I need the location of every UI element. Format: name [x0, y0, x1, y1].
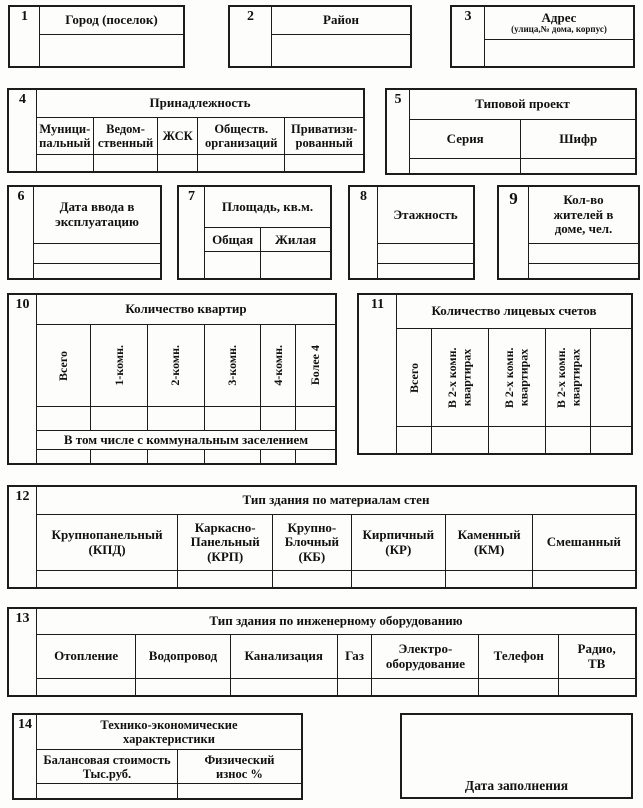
block-13-col-3: Газ — [338, 635, 373, 678]
block-13-col-5: Телефон — [479, 635, 559, 678]
block-11-field — [432, 427, 489, 453]
block-11-col-2: В 2-х комн. квартирах — [502, 347, 531, 408]
block-10-title: Количество квартир — [37, 295, 335, 325]
block-3-number: 3 — [452, 7, 485, 66]
block-14-field — [37, 784, 178, 798]
block-4-title: Принадлежность — [37, 90, 363, 118]
block-11-col-1: В 2-х комн. квартирах — [445, 347, 474, 408]
block-3-title: Адрес — [541, 9, 577, 25]
block-4-col-1: Ведом- ственный — [94, 118, 159, 154]
block-9-field — [529, 264, 638, 278]
block-4-number: 4 — [9, 90, 37, 171]
block-14-number: 14 — [14, 715, 37, 798]
block-7-field — [261, 252, 330, 278]
block-3-subtitle: (улица,№ дома, корпус) — [511, 24, 607, 35]
block-13-field — [338, 679, 373, 695]
block-4-field — [198, 155, 285, 171]
block-12-number: 12 — [9, 487, 37, 587]
block-2-field — [272, 35, 410, 66]
block-14-col-0: Балансовая стоимость Тыс.руб. — [37, 750, 178, 783]
block-7 — [177, 185, 332, 280]
block-5-field — [521, 159, 635, 173]
block-10-col-4: 4-комн. — [270, 345, 285, 386]
block-4-field — [158, 155, 198, 171]
block-3-field — [485, 40, 633, 66]
block-12-field — [37, 571, 178, 587]
block-13-col-6: Радио, ТВ — [577, 640, 616, 671]
block-12-field — [352, 571, 446, 587]
block-8-number: 8 — [350, 187, 378, 278]
block-6-field — [34, 264, 160, 278]
block-10-col-0: Всего — [56, 350, 71, 381]
block-1-number: 1 — [10, 7, 40, 66]
block-12-col-0: Крупнопанельный (КПД) — [37, 515, 178, 570]
block-13-field — [231, 679, 338, 695]
block-11-field — [591, 427, 631, 453]
block-8 — [348, 185, 475, 280]
block-10-field — [148, 407, 205, 430]
block-11-field — [397, 427, 432, 453]
block-5-field — [410, 159, 521, 173]
block-4-col-0: Муници- пальный — [37, 118, 94, 154]
block-13-title: Тип здания по инженерному оборудованию — [37, 609, 635, 635]
block-12-title: Тип здания по материалам стен — [37, 487, 635, 515]
block-13-col-4: Электро- оборудование — [372, 635, 479, 678]
block-13-number: 13 — [9, 609, 37, 695]
block-13-col-0: Отопление — [37, 635, 136, 678]
block-6-title: Дата ввода в эксплуатацию — [34, 187, 160, 244]
block-13-col-2: Канализация — [231, 635, 338, 678]
block-11-field — [546, 427, 592, 453]
block-6 — [7, 185, 162, 280]
block-5-col-1: Шифр — [559, 130, 598, 146]
block-8-title: Этажность — [378, 187, 473, 244]
block-12-col-5: Смешанный — [546, 534, 621, 550]
block-12-col-1: Каркасно- Панельный (КРП) — [178, 515, 273, 570]
block-4-col-4: Приватизи- рованный — [291, 122, 358, 150]
block-13-col-1: Водопровод — [136, 635, 230, 678]
block-11-col-3: В 2-х комн. квартирах — [553, 347, 582, 408]
block-12-field — [273, 571, 351, 587]
block-10-field — [205, 407, 261, 430]
block-3 — [450, 5, 635, 68]
block-7-col-0: Общая — [205, 228, 261, 251]
block-13-field — [479, 679, 559, 695]
block-1-field — [40, 35, 183, 66]
block-5-title: Типовой проект — [410, 90, 635, 120]
block-5-col-0: Серия — [410, 120, 521, 158]
block-7-title: Площадь, кв.м. — [205, 187, 330, 228]
block-10-field — [37, 450, 91, 463]
block-5-number: 5 — [387, 90, 410, 173]
block-9-number: 9 — [499, 187, 529, 278]
block-10-field — [261, 407, 296, 430]
block-13-field — [37, 679, 136, 695]
block-10 — [7, 293, 337, 465]
block-8-field — [378, 244, 473, 263]
block-9-title: Кол-во жителей в доме, чел. — [529, 187, 638, 244]
block-12-field — [446, 571, 533, 587]
block-10-col-2: 2-комн. — [168, 345, 183, 386]
block-10-field — [296, 450, 335, 463]
block-10-field — [261, 450, 296, 463]
date-box-label: Дата заполнения — [464, 778, 569, 793]
block-12-field — [178, 571, 273, 587]
block-10-field — [148, 450, 205, 463]
block-11-col-0: Всего — [406, 362, 421, 393]
block-12-field — [533, 571, 634, 587]
block-7-number: 7 — [179, 187, 205, 278]
block-12-col-4: Каменный (КМ) — [446, 515, 533, 570]
block-4-field — [37, 155, 94, 171]
block-10-field — [296, 407, 335, 430]
date-box — [400, 713, 633, 799]
block-2-title: Район — [272, 7, 410, 35]
block-12-col-2: Крупно- Блочный (КБ) — [273, 515, 351, 570]
block-6-number: 6 — [9, 187, 34, 278]
block-11-title: Количество лицевых счетов — [397, 295, 631, 329]
block-13-field — [372, 679, 479, 695]
block-5 — [385, 88, 637, 175]
block-1 — [8, 5, 185, 68]
block-7-col-1: Жилая — [275, 231, 317, 247]
block-10-col-5: Более 4 — [308, 345, 323, 386]
block-4 — [7, 88, 365, 173]
block-8-field — [378, 264, 473, 278]
block-1-title: Город (поселок) — [40, 7, 183, 35]
block-13-field — [559, 679, 634, 695]
block-10-field — [91, 450, 147, 463]
block-10-field — [205, 450, 261, 463]
block-10-number: 10 — [9, 295, 37, 463]
block-10-col-3: 3-комн. — [225, 345, 240, 386]
block-6-field — [34, 244, 160, 263]
block-4-col-3: Обществ. организаций — [198, 118, 285, 154]
block-11-number: 11 — [359, 295, 397, 453]
block-10-field — [91, 407, 147, 430]
block-4-col-2: ЖСК — [158, 118, 198, 154]
block-9-field — [529, 244, 638, 263]
block-14-field — [178, 784, 301, 798]
block-9 — [497, 185, 640, 280]
block-14-col-1: Физический износ % — [204, 752, 275, 781]
block-2 — [228, 5, 412, 68]
block-13-field — [136, 679, 230, 695]
block-11-field — [489, 427, 546, 453]
block-10-footer: В том числе с коммунальным заселением — [37, 431, 335, 450]
block-11 — [357, 293, 633, 455]
block-14 — [12, 713, 303, 800]
block-10-field — [37, 407, 91, 430]
block-7-field — [205, 252, 261, 278]
block-13 — [7, 607, 637, 697]
block-2-number: 2 — [230, 7, 272, 66]
block-10-col-1: 1-комн. — [111, 345, 126, 386]
block-12 — [7, 485, 637, 589]
block-4-field — [285, 155, 363, 171]
block-12-col-3: Кирпичный (КР) — [352, 515, 446, 570]
block-4-field — [94, 155, 159, 171]
block-14-title: Технико-экономические характеристики — [37, 715, 301, 750]
